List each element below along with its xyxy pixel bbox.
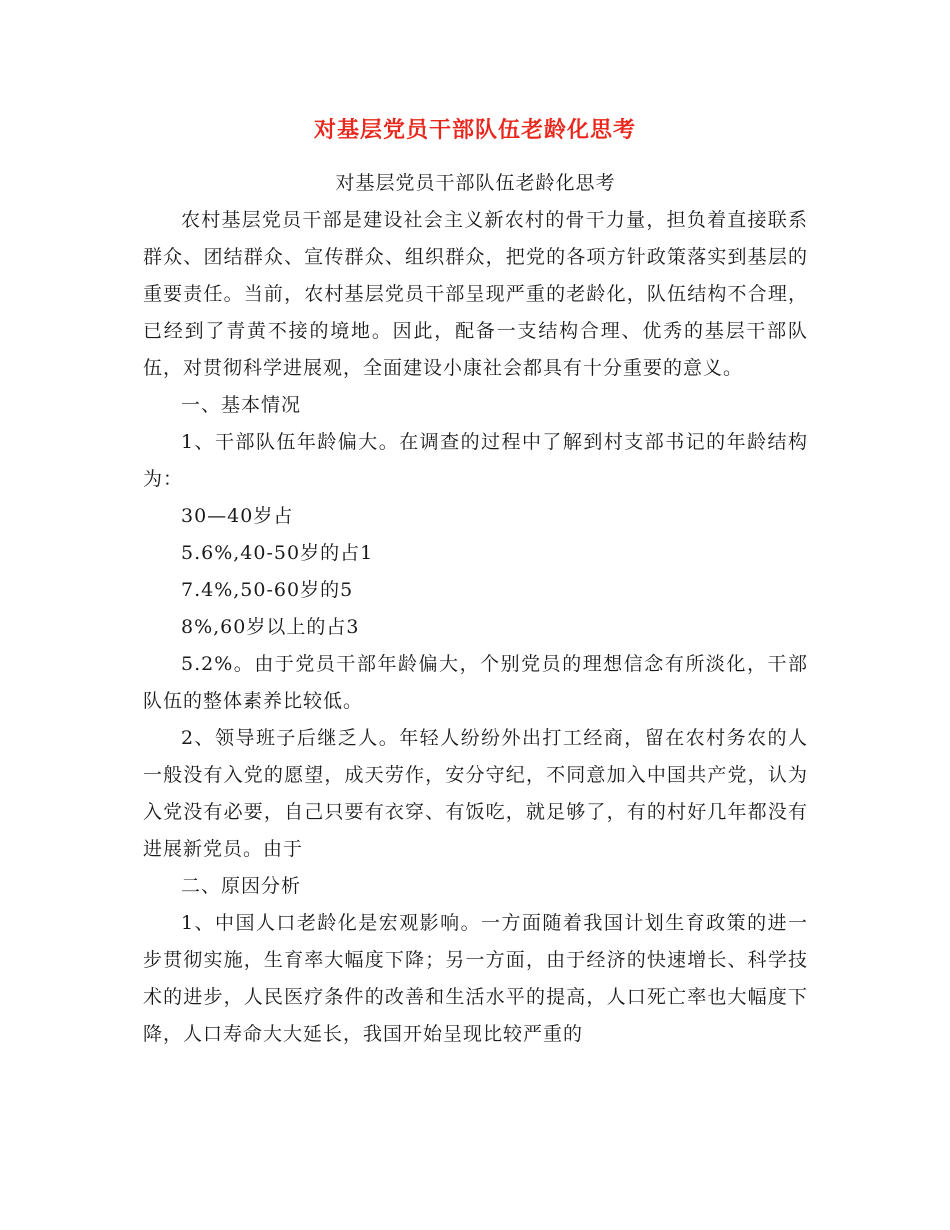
section-heading-cause-analysis: 二、原因分析 [181,875,302,897]
document-title: 对基层党员干部队伍老龄化思考 [313,117,636,143]
paragraph-stat-line-5: 5.2%。由于党员干部年龄偏大，个别党员的理想信念有所淡化，干部队伍的整体素养比较低。 [143,653,808,712]
paragraph-stat-line-1: 30—40岁占 [181,505,294,527]
paragraph-stat-line-4: 8%,60岁以上的占3 [181,616,360,638]
paragraph-succession: 2、领导班子后继乏人。年轻人纷纷外出打工经商，留在农村务农的人一般没有入党的愿望，成天劳作，安分守纪，不同意加入中国共产党，认为入党没有必要，自己只要有衣穿、有饭吃，就足够了，有的村好几年都没有进展新党员。由于 [143,727,808,860]
paragraph-stat-line-2: 5.6%,40-50岁的占1 [181,542,374,564]
paragraph-stat-line-3: 7.4%,50-60岁的5 [181,579,354,601]
paragraph-aging-impact: 1、中国人口老龄化是宏观影响。一方面随着我国计划生育政策的进一步贯彻实施，生育率大幅度下降；另一方面，由于经济的快速增长、科学技术的进步，人民医疗条件的改善和生活水平的提高，人口死亡率也大幅度下降，人口寿命大大延长，我国开始呈现比较严重的 [143,912,808,1045]
document-subtitle: 对基层党员干部队伍老龄化思考 [335,172,616,194]
paragraph-age-structure: 1、干部队伍年龄偏大。在调查的过程中了解到村支部书记的年龄结构为： [143,431,808,490]
section-heading-basic-situation: 一、基本情况 [181,394,302,416]
document-body [143,165,808,1053]
paragraph-intro: 农村基层党员干部是建设社会主义新农村的骨干力量，担负着直接联系群众、团结群众、宣传群众、组织群众，把党的各项方针政策落实到基层的重要责任。当前，农村基层党员干部呈现严重的老龄化，队伍结构不合理，已经到了青黄不接的境地。因此，配备一支结构合理、优秀的基层干部队伍，对贯彻科学进展观，全面建设小康社会都具有十分重要的意义。 [143,209,808,379]
